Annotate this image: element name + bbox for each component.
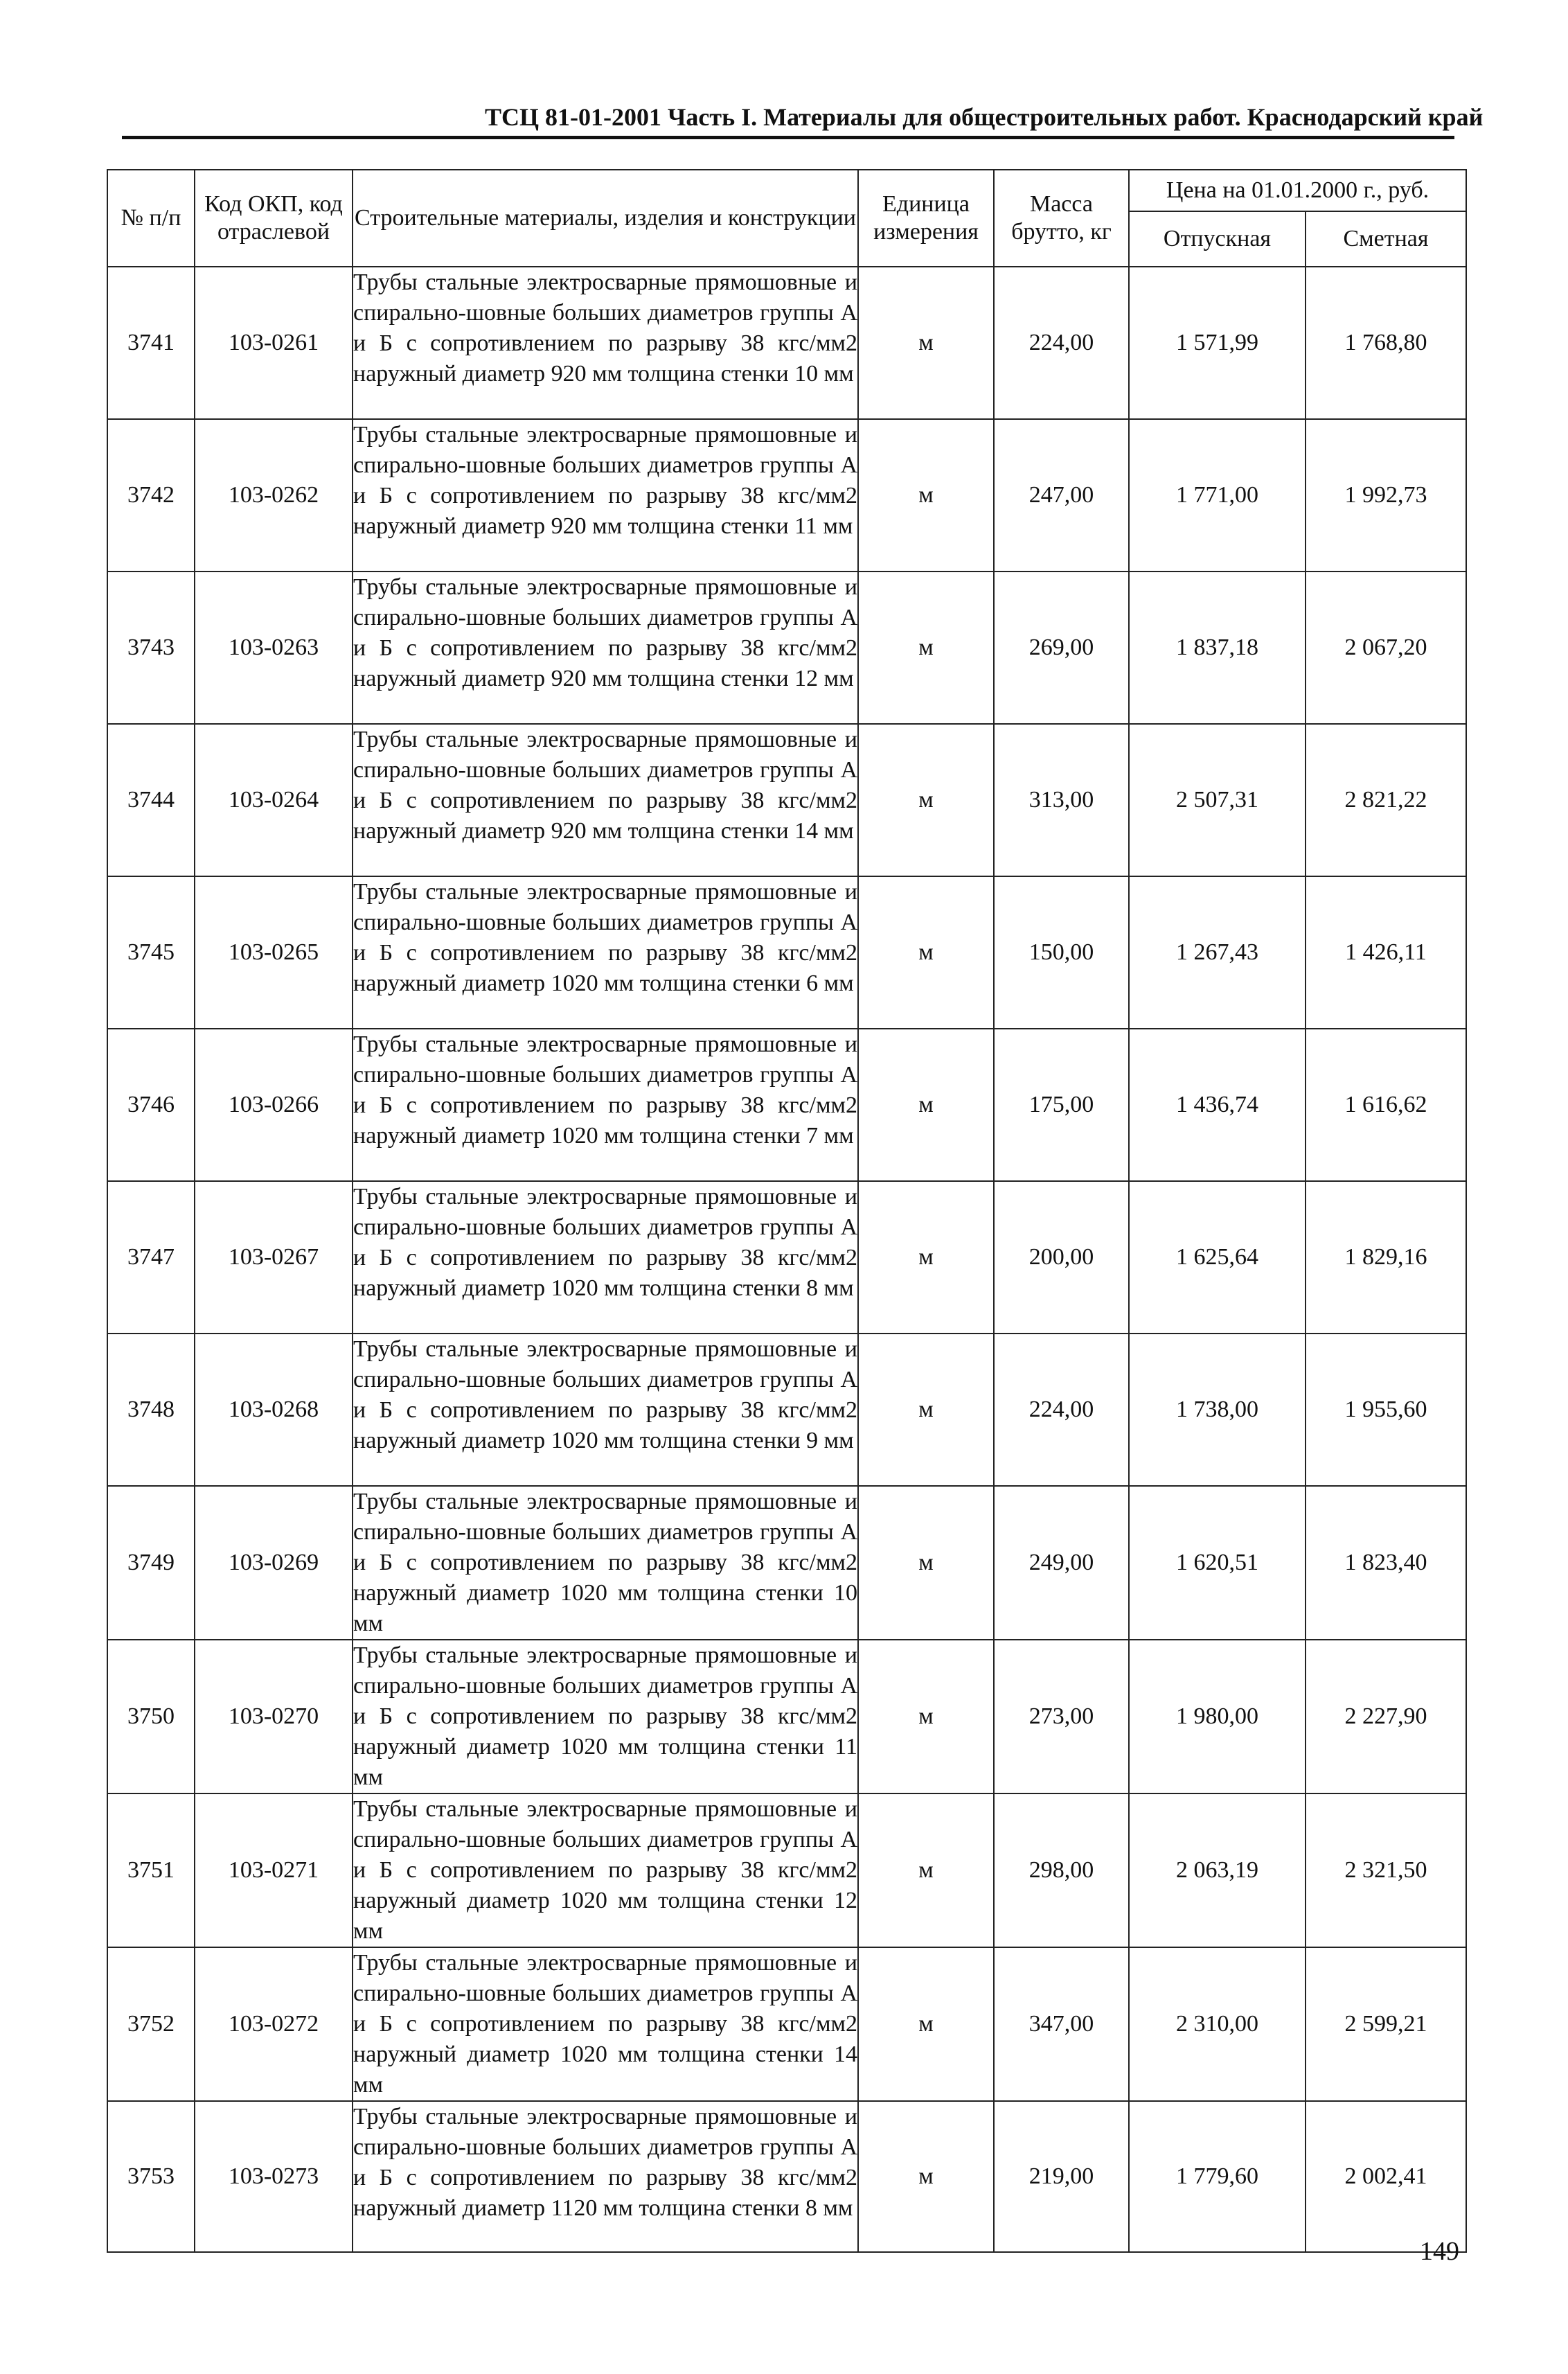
table-row: [107, 572, 1466, 724]
cell-unit: м: [858, 1947, 994, 2101]
cell-price-release: 2 310,00: [1129, 1947, 1306, 2101]
col-header-unit: Единица измерения: [858, 170, 994, 267]
cell-price-release: 1 779,60: [1129, 2101, 1306, 2252]
cell-material-description: Трубы стальные электросварные прямошовные и спирально-шовные больших диаметров группы А и Б с сопротивлением по разрыву 38 кгс/мм2 наружный диаметр 1020 мм толщина стенки 11 мм: [353, 1640, 858, 1793]
cell-mass: 347,00: [994, 1947, 1129, 2101]
cell-num: 3749: [107, 1486, 195, 1640]
cell-price-release: 1 837,18: [1129, 572, 1306, 724]
cell-unit: м: [858, 1640, 994, 1793]
cell-num: 3743: [107, 572, 195, 724]
cell-mass: 247,00: [994, 419, 1129, 572]
cell-unit: м: [858, 876, 994, 1029]
cell-okp-code: 103-0273: [195, 2101, 353, 2252]
cell-material-description: Трубы стальные электросварные прямошовные и спирально-шовные больших диаметров группы А и Б с сопротивлением по разрыву 38 кгс/мм2 наружный диаметр 1020 мм толщина стенки 12 мм: [353, 1793, 858, 1947]
cell-okp-code: 103-0266: [195, 1029, 353, 1181]
cell-material-description: Трубы стальные электросварные прямошовные и спирально-шовные больших диаметров группы А и Б с сопротивлением по разрыву 38 кгс/мм2 наружный диаметр 1020 мм толщина стенки 14 мм: [353, 1947, 858, 2101]
cell-mass: 219,00: [994, 2101, 1129, 2252]
cell-material-description: Трубы стальные электросварные прямошовные и спирально-шовные больших диаметров группы А и Б с сопротивлением по разрыву 38 кгс/мм2 наружный диаметр 1020 мм толщина стенки 8 мм: [353, 1181, 858, 1334]
cell-mass: 224,00: [994, 267, 1129, 419]
cell-okp-code: 103-0269: [195, 1486, 353, 1640]
col-header-price-group: Цена на 01.01.2000 г., руб.: [1129, 170, 1466, 211]
cell-okp-code: 103-0272: [195, 1947, 353, 2101]
cell-price-estimate: 1 768,80: [1306, 267, 1466, 419]
cell-unit: м: [858, 1029, 994, 1181]
cell-num: 3748: [107, 1334, 195, 1486]
cell-material-description: Трубы стальные электросварные прямошовные и спирально-шовные больших диаметров группы А и Б с сопротивлением по разрыву 38 кгс/мм2 наружный диаметр 920 мм толщина стенки 14 мм: [353, 724, 858, 876]
col-header-mass: Масса брутто, кг: [994, 170, 1129, 267]
page-number: 149: [1420, 2237, 1459, 2266]
cell-price-release: 1 625,64: [1129, 1181, 1306, 1334]
table-row: [107, 1793, 1466, 1947]
cell-price-release: 2 507,31: [1129, 724, 1306, 876]
cell-num: 3742: [107, 419, 195, 572]
table-body: [107, 267, 1466, 2252]
col-header-material: Строительные материалы, изделия и конструкции: [353, 170, 858, 267]
cell-mass: 269,00: [994, 572, 1129, 724]
cell-unit: м: [858, 1793, 994, 1947]
cell-okp-code: 103-0263: [195, 572, 353, 724]
col-header-price-estimate: Сметная: [1306, 211, 1466, 267]
cell-material-description: Трубы стальные электросварные прямошовные и спирально-шовные больших диаметров группы А и Б с сопротивлением по разрыву 38 кгс/мм2 наружный диаметр 1020 мм толщина стенки 6 мм: [353, 876, 858, 1029]
cell-okp-code: 103-0265: [195, 876, 353, 1029]
col-header-num: № п/п: [107, 170, 195, 267]
table-row: [107, 1486, 1466, 1640]
cell-price-estimate: 2 599,21: [1306, 1947, 1466, 2101]
cell-unit: м: [858, 572, 994, 724]
cell-okp-code: 103-0262: [195, 419, 353, 572]
cell-price-release: 2 063,19: [1129, 1793, 1306, 1947]
cell-price-release: 1 980,00: [1129, 1640, 1306, 1793]
cell-price-release: 1 738,00: [1129, 1334, 1306, 1486]
cell-price-estimate: 1 616,62: [1306, 1029, 1466, 1181]
cell-num: 3746: [107, 1029, 195, 1181]
cell-mass: 249,00: [994, 1486, 1129, 1640]
cell-okp-code: 103-0267: [195, 1181, 353, 1334]
cell-price-estimate: 1 955,60: [1306, 1334, 1466, 1486]
cell-price-estimate: 1 426,11: [1306, 876, 1466, 1029]
table-row: [107, 1334, 1466, 1486]
cell-okp-code: 103-0261: [195, 267, 353, 419]
header-rule: [122, 136, 1454, 139]
col-header-okp-code: Код ОКП, код отраслевой: [195, 170, 353, 267]
cell-material-description: Трубы стальные электросварные прямошовные и спирально-шовные больших диаметров группы А и Б с сопротивлением по разрыву 38 кгс/мм2 наружный диаметр 1120 мм толщина стенки 8 мм: [353, 2101, 858, 2252]
cell-mass: 298,00: [994, 1793, 1129, 1947]
cell-mass: 175,00: [994, 1029, 1129, 1181]
cell-price-release: 1 771,00: [1129, 419, 1306, 572]
cell-unit: м: [858, 267, 994, 419]
cell-okp-code: 103-0271: [195, 1793, 353, 1947]
cell-price-release: 1 267,43: [1129, 876, 1306, 1029]
table-row: [107, 267, 1466, 419]
cell-num: 3747: [107, 1181, 195, 1334]
cell-unit: м: [858, 1181, 994, 1334]
cell-num: 3752: [107, 1947, 195, 2101]
cell-price-estimate: 1 823,40: [1306, 1486, 1466, 1640]
cell-num: 3751: [107, 1793, 195, 1947]
table-row: [107, 1181, 1466, 1334]
cell-mass: 150,00: [994, 876, 1129, 1029]
table-header: [107, 170, 1466, 267]
cell-price-estimate: 2 227,90: [1306, 1640, 1466, 1793]
cell-mass: 273,00: [994, 1640, 1129, 1793]
cell-price-estimate: 1 829,16: [1306, 1181, 1466, 1334]
cell-price-release: 1 620,51: [1129, 1486, 1306, 1640]
cell-material-description: Трубы стальные электросварные прямошовные и спирально-шовные больших диаметров группы А и Б с сопротивлением по разрыву 38 кгс/мм2 наружный диаметр 1020 мм толщина стенки 9 мм: [353, 1334, 858, 1486]
cell-mass: 224,00: [994, 1334, 1129, 1486]
cell-num: 3744: [107, 724, 195, 876]
cell-num: 3741: [107, 267, 195, 419]
materials-table: [107, 169, 1467, 2253]
cell-mass: 313,00: [994, 724, 1129, 876]
cell-num: 3745: [107, 876, 195, 1029]
table-row: [107, 1947, 1466, 2101]
cell-material-description: Трубы стальные электросварные прямошовные и спирально-шовные больших диаметров группы А и Б с сопротивлением по разрыву 38 кгс/мм2 наружный диаметр 920 мм толщина стенки 11 мм: [353, 419, 858, 572]
cell-price-release: 1 436,74: [1129, 1029, 1306, 1181]
table-row: [107, 419, 1466, 572]
cell-price-estimate: 2 821,22: [1306, 724, 1466, 876]
cell-material-description: Трубы стальные электросварные прямошовные и спирально-шовные больших диаметров группы А и Б с сопротивлением по разрыву 38 кгс/мм2 наружный диаметр 1020 мм толщина стенки 10 мм: [353, 1486, 858, 1640]
cell-okp-code: 103-0270: [195, 1640, 353, 1793]
cell-unit: м: [858, 1486, 994, 1640]
cell-num: 3753: [107, 2101, 195, 2252]
cell-unit: м: [858, 724, 994, 876]
cell-price-estimate: 2 002,41: [1306, 2101, 1466, 2252]
table-row: [107, 1640, 1466, 1793]
cell-mass: 200,00: [994, 1181, 1129, 1334]
col-header-price-release: Отпускная: [1129, 211, 1306, 267]
cell-num: 3750: [107, 1640, 195, 1793]
cell-price-release: 1 571,99: [1129, 267, 1306, 419]
cell-material-description: Трубы стальные электросварные прямошовные и спирально-шовные больших диаметров группы А и Б с сопротивлением по разрыву 38 кгс/мм2 наружный диаметр 1020 мм толщина стенки 7 мм: [353, 1029, 858, 1181]
page-header-title: ТСЦ 81-01-2001 Часть I. Материалы для общестроительных работ. Краснодарский край: [485, 103, 1484, 131]
cell-okp-code: 103-0268: [195, 1334, 353, 1486]
cell-price-estimate: 2 067,20: [1306, 572, 1466, 724]
table-row: [107, 2101, 1466, 2252]
cell-unit: м: [858, 1334, 994, 1486]
table-row: [107, 876, 1466, 1029]
cell-price-estimate: 1 992,73: [1306, 419, 1466, 572]
cell-okp-code: 103-0264: [195, 724, 353, 876]
cell-unit: м: [858, 419, 994, 572]
cell-unit: м: [858, 2101, 994, 2252]
cell-material-description: Трубы стальные электросварные прямошовные и спирально-шовные больших диаметров группы А и Б с сопротивлением по разрыву 38 кгс/мм2 наружный диаметр 920 мм толщина стенки 10 мм: [353, 267, 858, 419]
table-row: [107, 724, 1466, 876]
cell-material-description: Трубы стальные электросварные прямошовные и спирально-шовные больших диаметров группы А и Б с сопротивлением по разрыву 38 кгс/мм2 наружный диаметр 920 мм толщина стенки 12 мм: [353, 572, 858, 724]
table-row: [107, 1029, 1466, 1181]
cell-price-estimate: 2 321,50: [1306, 1793, 1466, 1947]
